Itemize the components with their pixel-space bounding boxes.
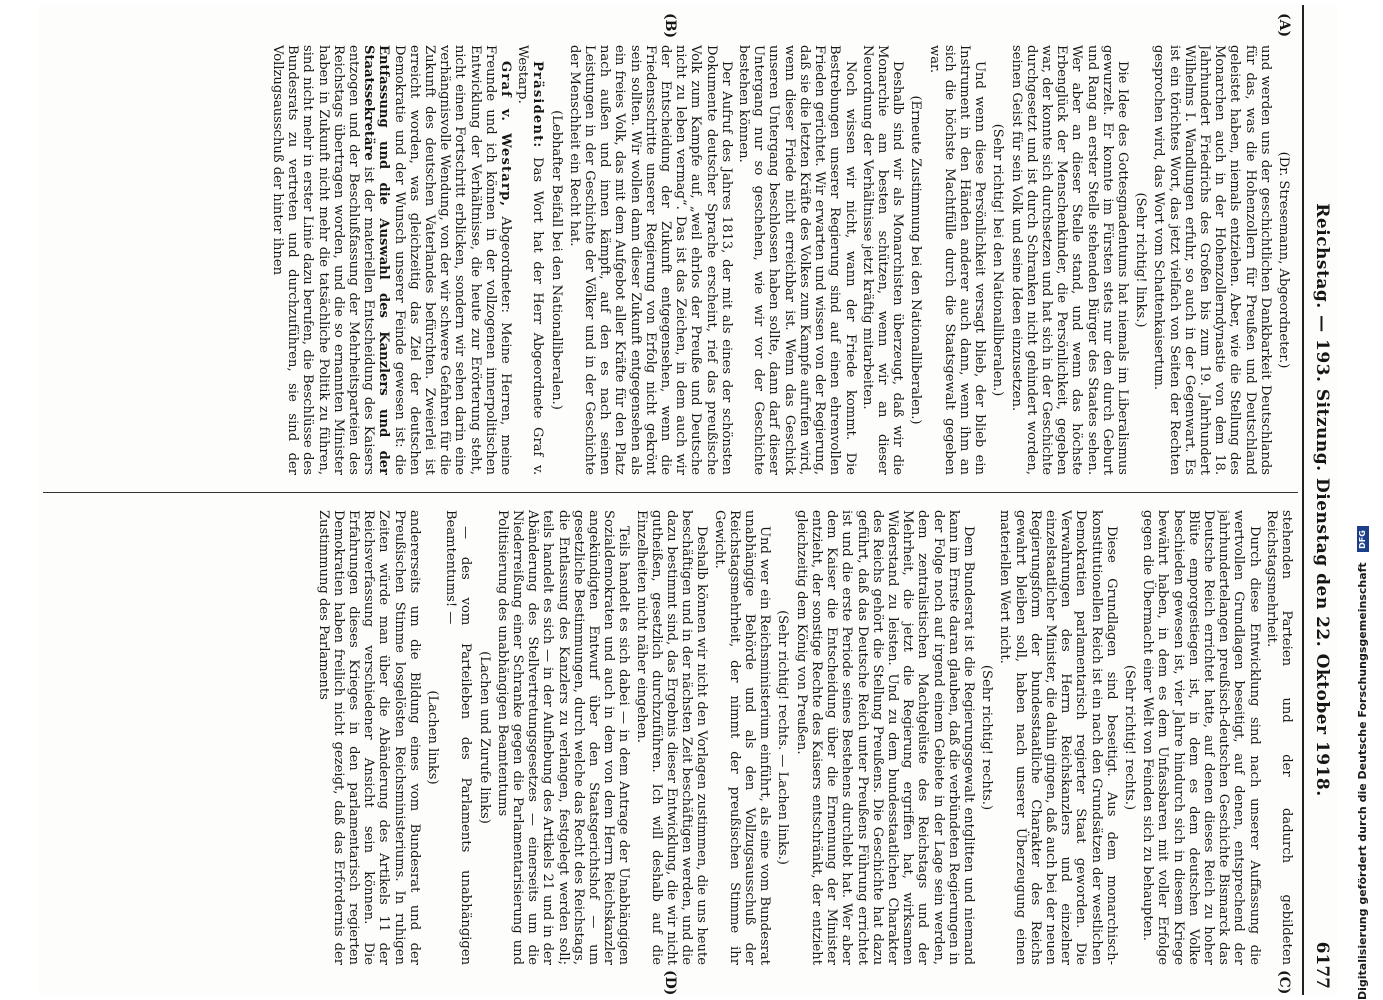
interjection: (Sehr richtig! rechts. — Lachen links.) (775, 610, 791, 865)
interjection: (Sehr richtig! rechts.) (979, 664, 995, 811)
president-label: Präsident: (530, 61, 546, 149)
paragraph: Der Aufruf des Jahres 1813, der mit als eines der schönsten Dokumente deutscher Sprache erscheint, rief das preußische Volk zum Kampfe auf, „weil ehrlos der Preuße und Deutsche nicht zu leben vermag“. Das ist das Zeichen, in dem auch wir der Entscheidung der Zukunft entgegensehen, wenn die Friedensschritte unserer Regierung von Erfolg nicht gekrönt sein sollten. Wir wollen dann dieser Zukunft entgegensehen als ein freies Volk, das mit dem Aufgebot aller Kräfte für den Platz nach außen und innen kämpft, auf den es nach seinen Leistungen in der Geschichte der Völker und in der Geschichte der Menschheit ein Recht hat. (566, 45, 734, 475)
speech-emphasis: Entfassung und die Auswahl des Kanzlers und der Staatssekretäre (361, 45, 392, 475)
margin-marker-c: (C) (1276, 970, 1292, 995)
interjection: (Erneute Zustimmung bei den Nationalliberalen.) (908, 95, 924, 425)
president-statement (515, 45, 545, 475)
column-divider (43, 492, 1298, 493)
credit-text: Digitalisierung gefördert durch die Deutsche Forschungsgemeinschaft (1356, 562, 1369, 1000)
interjection: (Lachen und Zurufe links) (476, 651, 492, 824)
paragraph: — des vom Parteileben des Parlaments unabhängigen Beamtentums! — (443, 510, 474, 965)
paragraph: Und wer ein Reichsministerium einführt, als eine vom Bundesrat unabhängige Behörde und als den Vollzugsausschuß der Reichstagsmehrheit, der nimmt der preußischen Stimme ihr Gewicht. (711, 510, 773, 965)
page-header (1302, 5, 1338, 995)
scanned-page (38, 5, 1338, 995)
page-number: 6177 (1312, 941, 1332, 989)
paragraph: Dem Bundesrat ist die Regierungsgewalt entglitten und niemand kann im Ernste daran glauben, daß die verbündeten Regierungen in der Folge noch auf irgend einem Gebiete in der Lage sein werden, dem zentralistischen Machtgelüste des Reichstags und der Mehrheit, die jetzt die Regierung ergriffen hat, wirksamen Widerstand zu leisten. Und zu dem bundesstaatlichen Charakter des Reichs gehört die Stellung Preußens. Die Geschichte hat dazu geführt, daß das Deutsche Reich unter Preußens Führung errichtet ist und die erste Periode seines Bestehens durchlebt hat. Wer aber dem Kaiser die Entscheidung über die Ernennung der Minister entzieht, der sonstige Rechte des Kaisers entschränkt, der entzieht gleichzeitig dem König von Preußen. (793, 510, 976, 965)
paragraph: Die Idee des Gottesgnadentums hat niemals im Liberalismus gewurzelt. Er konnte im Fürsten stets nur den durch Geburt und Rang an erster Stelle stehenden Bürger des Staates sehen. Wer aber an dieser Stelle stand, und wenn das höchste Erbenglück der Menschenkinder, die Persönlichkeit, gegeben war, der konnte sich durchsetzen und hat sich in der Geschichte durchgesetzt und ist durch Schranken nicht gehindert worden, seinen Geist für sein Volk und seine Ideen einzusetzen. (1008, 45, 1130, 475)
speech-text: Abgeordneter: Meine Herren, meine Freunde und ich können in der vollzogenen innerpolitischen Entwicklung der Verhältnisse, die heute zur Erörterung steht, nicht einen Fortschritt erblicken, sondern wir sehen darin eine verhängnisvolle Wendung, von der wir schwere Gefahren für die Zukunft des deutschen Vaterlandes befürchten. Zweierlei ist erreicht worden, was gleichzeitig das Ziel der deutschen Demokratie und der Wunsch unserer Feinde gewesen ist: die (391, 45, 514, 475)
left-column (44, 45, 1294, 475)
paragraph: und werden uns der geschichtlichen Dankbarkeit Deutschlands für das, was die Hohenzollern für Preußen und Deutschland geleistet haben, niemals entziehen. Aber, wie die Stellung des Monarchen auch in der Hohenzollerndynastie von dem 18. Jahrhundert Friedrichs des Großen bis zum 19. Jahrhundert Wilhelms I. Wandlungen erfuhr, so auch in der Gegenwart. Es ist ein törichtes Wort, das jetzt vielfach von Seiten der Rechten gesprochen wird, das Wort vom Schattenkaisertum. (1151, 45, 1273, 475)
interjection: (Sehr richtig! links.) (1133, 192, 1149, 328)
margin-marker-a: (A) (1276, 13, 1292, 38)
paragraph: stehenden Parteien und der dadurch gebildeten Reichstagsmehrheit. (1263, 510, 1294, 965)
paragraph: Und wenn diese Persönlichkeit versagt blieb, der blieb ein Instrument in den Händen anderer auch dann, wenn ihm an sich die höchste Machtfülle durch die Staatsgewalt gegeben war. (926, 45, 988, 475)
interjection: (Sehr richtig! rechts.) (1121, 664, 1137, 811)
paragraph: Teils handelt es sich dabei — in dem Antrage der Unabhängigen Sozialdemokraten und auch in dem von dem Herrn Reichskanzler angekündigten Entwurf über den Staatsgerichtshof — um gesetzliche Bestimmungen, durch welche das Recht des Reichstags, die Entlassung des Kanzlers zu verlangen, festgelegt werden soll; teils handelt es sich — in der Aufhebung des Artikels 21 und in der Abänderung des Stellvertretungsgesetzes — einerseits um die Niederreißung einer Schranke gegen die Parlamentarisierung und Politisierung des unabhängigen Beamtentums (494, 510, 632, 965)
dfg-logo-icon: DFG (1357, 526, 1369, 552)
speech-text-continued: ist der materiellen Entscheidung des Kaisers entzogen und der Beschlußfassung der Mehrheitsparteien des Reichstags übertragen worden, und die so ernannten Minister haben in Zukunft nicht mehr die tatsächliche Politik zu führen, sind nicht mehr in erster Linie dazu berufen, die Beschlüsse des Bundesrats zu vertreten und durchzuführen, sie sind der Vollzugsausschuß der hinter ihnen (270, 45, 377, 475)
paragraph: Deshalb können wir nicht den Vorlagen zustimmen, die uns heute beschäftigen und in der nächsten Zeit beschäftigen werden, und die dazu bestimmt sind, das Ergebnis dieser Entwicklung, die wir nicht gutheißen, gesetzlich durchzuführen. Ich will deshalb auf die Einzelheiten nicht näher eingehen. (633, 510, 710, 965)
margin-marker-d: (D) (662, 970, 678, 996)
speech-westarp (270, 45, 513, 475)
interjection: (Sehr richtig! bei den Nationalliberalen.) (990, 123, 1006, 397)
paragraph: Durch diese Entwicklung sind nach unserer Auffassung die wertvollen Grundlagen beseitigt, auf denen, entsprechend der jahrhundertelangen preußisch-deutschen Geschichte Bismarck das Deutsche Reich errichtet hatte, auf denen dieses Reich zu hoher Blüte emporgestiegen ist, in dem es dem deutschen Volke beschieden gewesen ist, vier Jahre hindurch sich in diesem Kriege bewährt haben, in dem es dem Unfassbaren mit voller Erfolge gegen die Übermacht einer Welt von Feinden sich zu behaupten. (1140, 510, 1262, 965)
paragraph: andererseits um die Bildung eines vom Bundesrat und der Preußischen Stimme losgelösten Reichsministeriums. In ruhigen Zeiten würde man über die Abänderung des Artikels 11 der Reichsverfassung verschiedener Ansicht sein können. Die Erfahrungen dieses Krieges in den parlamentarisch regierten Demokratien haben freilich nicht gezeigt, daß das Erfordernis der Zustimmung des Parlaments (315, 510, 422, 965)
margin-marker-b: (B) (662, 13, 678, 39)
paragraph: Diese Grundlagen sind beseitigt. Aus dem monarchisch-konstitutionellen Reich ist ein nach den Grundsätzen der westlichen Demokratien parlamentarisch regierter Staat geworden. Die Verwahrungen des Herrn Reichskanzlers und einzelner einzelstaatlicher Minister, die dahin gingen, daß auch bei der neuen Regierungsform der bundesstaatliche Charakter des Reichs gewahrt bleiben soll, haben nach unserer Überzeugung einen materiellen Wert nicht. (997, 510, 1119, 965)
paragraph: Deshalb sind wir als Monarchisten überzeugt, daß wir die Monarchie am besten schützen, wenn wir an dieser Neuordnung der Verhältnisse jetzt kräftig mitarbeiten. (859, 45, 906, 475)
right-column (44, 510, 1294, 965)
speaker-header: (Dr. Stresemann, Abgeordneter.) (1276, 151, 1291, 369)
interjection: (Lachen links) (425, 690, 441, 785)
paragraph: Noch wissen wir nicht, wann der Friede kommt. Die Bestrebungen unserer Regierung sind auf einen ehrenvollen Frieden gerichtet. Wir erwarten und wissen von der Regierung, daß sie die letzten Kräfte des Volkes zum Kampfe aufrufen wird, wenn dieser Friede nicht erreichbar ist. Wenn das Geschick unseren Untergang beschlossen haben sollte, dann darf dieser Untergang nur so geschehen, wie wir vor der Geschichte bestehen können. (736, 45, 858, 475)
page-title: Reichstag. — 193. Sitzung. Dienstag den 22. Oktober 1918. (1312, 203, 1332, 797)
speaker-name: Graf v. Westarp, (498, 61, 514, 208)
president-text: Das Wort hat der Herr Abgeordnete Graf v. Westarp. (515, 45, 546, 475)
digitization-credit (1356, 0, 1369, 1000)
interjection: (Lebhafter Beifall bei den Nationalliberalen.) (548, 110, 564, 410)
